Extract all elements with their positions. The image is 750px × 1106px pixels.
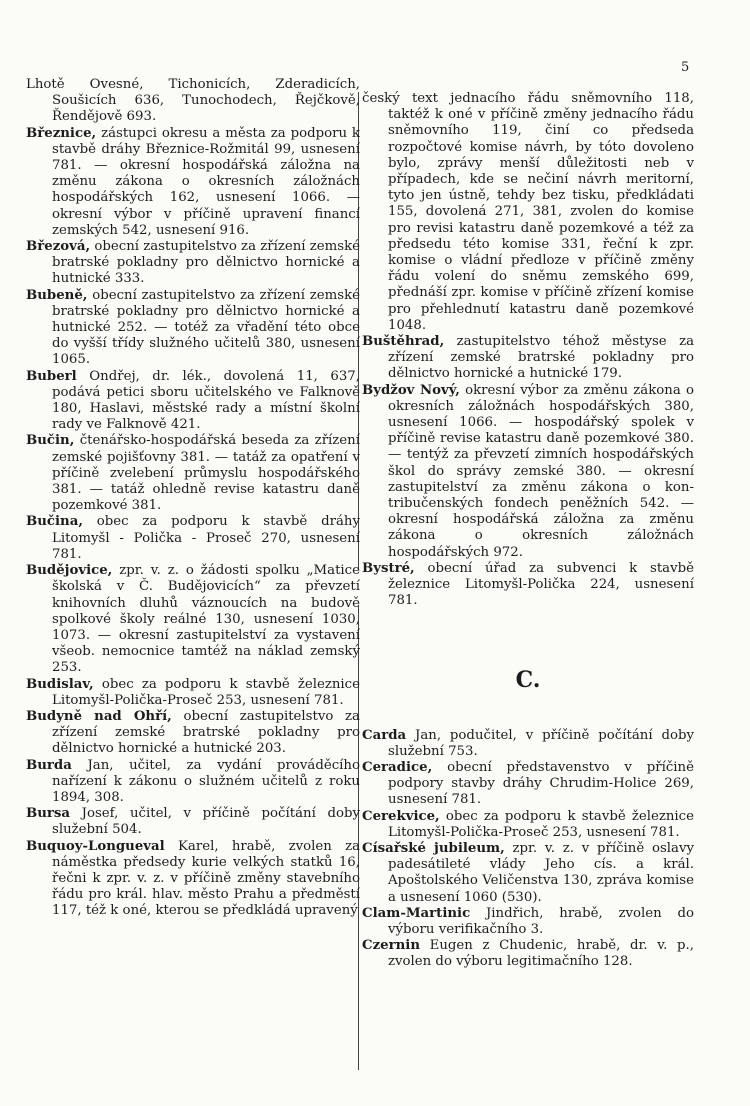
entry-text: Jan, podučitel, v příčině počítání doby služební 753. <box>388 727 694 759</box>
entry-headword: Burda <box>26 757 72 773</box>
entry-headword: Buberl <box>26 368 77 384</box>
entry-headword: Clam-Martinic <box>362 905 471 921</box>
left-column <box>26 77 360 920</box>
right-column-c-entries <box>362 728 694 971</box>
entry-headword: Březnice, <box>26 125 97 141</box>
entry-text: obec za podporu k stavbě železnice Litomyšl-Polička-Proseč 253, usnesení 781. <box>388 808 694 840</box>
index-entry <box>362 561 694 610</box>
entry-headword: Březová, <box>26 239 91 255</box>
index-entry <box>362 809 694 841</box>
index-entry <box>26 288 360 369</box>
entry-headword: Budislav, <box>26 676 94 692</box>
entry-headword: Bystré, <box>362 560 415 576</box>
index-entry <box>362 906 694 938</box>
entry-text: obec za podporu k stavbě dráhy Litomyšl - Polička - Proseč 270, usnesení 781. <box>52 514 360 562</box>
index-entry <box>26 758 360 807</box>
entry-headword: Císařské jubileum, <box>362 840 505 856</box>
index-entry <box>362 938 694 970</box>
entry-headword: Ceradice, <box>362 759 433 775</box>
entry-text: Eugen z Chudenic, hrabě, dr. v. p., zvolen do výboru legitimačního 128. <box>388 938 695 970</box>
entry-text: obecní zastupitelstvo za zřízení zemské bratrské pokladny pro dělnictvo hornické a hutnické 252. — totéž za vřadění této obce do vyšší třídy služného učitelů 380, usnesení 1065. <box>52 287 360 368</box>
entry-headword: Bučin, <box>26 433 75 449</box>
entry-text: Karel, hrabě, zvolen za náměstka předsedy kurie velkých statků 16, řečni k zpr. v. z. v příčině změny stavebního řádu pro král. hlav. město Prahu a předměstí 117, též k oné, kterou se předkládá upravený <box>52 838 361 919</box>
right-column <box>362 91 694 971</box>
entry-headword: Czernin <box>362 938 420 954</box>
entry-text: zpr. v. z. o žádosti spolku „Matice školská v Č. Budějovicích“ za převzetí knihovních dluhů váznoucích na budově spolkové školy reálné 130, usnesení 1030, 1073. — okresní zastupitelství za vystavení všeob. nemocnice tamtéž na náklad zemský 253. <box>52 563 360 676</box>
entry-text: český text jednacího řádu sněmovního 118, taktéž k oné v příčině změny jednacího řádu sněmovního 119, činí co předseda rozpočtové komise návrh, by tóto dovoleno bylo, zprávy menší důležitosti neb v případech, kde se nečiní návrh meritorní, tyto jen ústně, tehdy bez tisku, předkládati 155, dovolená 271, 381, zvolen do komise pro revisi katastru daně pozemkové a též za předsedu této komise 331, řeční k zpr. komise o vládní předloze v příčině změny řádu volení do sněmu zemského 699, přednáší zpr. komise v příčině zřízení komise pro přehlednutí katastru daně pozemkové 1048. <box>362 91 694 333</box>
entry-text: Lhotě Ovesné, Tichonicích, Zderadicích, Soušicích 636, Tunochodech, Řejčkově, Řendějově 693. <box>26 77 360 125</box>
entry-headword: Budějovice, <box>26 563 113 579</box>
entry-headword: Bursa <box>26 806 71 822</box>
entry-headword: Budyně nad Ohří, <box>26 708 172 724</box>
section-letter-heading: C. <box>515 666 541 693</box>
entry-text: Ondřej, dr. lék., dovolená 11, 637, podává petici sboru učitelského ve Falknově 180, Haslavi, městské rady a místní školní rady ve Falknově 421. <box>52 368 360 433</box>
entry-text: Josef, učitel, v příčině počítání doby služební 504. <box>52 806 360 838</box>
index-entry <box>362 841 694 906</box>
page-number: 5 <box>681 60 690 75</box>
entry-text: Jindřich, hrabě, zvolen do výboru verifikačního 3. <box>388 905 694 937</box>
entry-headword: Cerekvice, <box>362 808 440 824</box>
entry-text: obecní úřad za subvenci k stavbě železnice Litomyšl-Polička 224, usnesení 781. <box>388 560 694 609</box>
entry-text: obecní zastupitelstvo za zřízení zemské bratrské pokladny pro dělnictvo hornické a hutnické 333. <box>52 239 361 287</box>
entry-text: obecní zastupitelstvo za zřízení zemské bratrské pokladny pro dělnictvo hornické a hutnické 203. <box>52 708 360 757</box>
index-entry <box>26 433 360 514</box>
index-entry <box>26 563 360 676</box>
entry-text: čtenářsko-hospodářská beseda za zřízení zemské pojišťovny 381. — tatáž za opatření v příčině zvelebení průmyslu hospodářského 381. — tatáž ohledně revise katastru daně pozemkové 381. <box>52 433 360 514</box>
index-entry <box>26 677 360 709</box>
index-entry <box>362 728 694 760</box>
entry-headword: Bučina, <box>26 514 83 530</box>
index-entry <box>26 126 360 239</box>
index-entry <box>362 383 694 561</box>
entry-headword: Buštěhrad, <box>362 334 445 350</box>
entry-headword: Bydžov Nový, <box>362 382 460 398</box>
entry-text: obec za podporu k stavbě železnice Litomyšl-Polička-Proseč 253, usnesení 781. <box>52 676 360 708</box>
index-entry <box>26 514 360 563</box>
entry-text: Jan, učitel, za vydání prováděcího nařízení k zákonu o služném učitelů z roku 1894, 308. <box>52 757 360 805</box>
entry-headword: Carda <box>362 727 407 743</box>
index-entry <box>362 760 694 809</box>
index-entry <box>26 239 360 288</box>
entry-headword: Buquoy-Longueval <box>26 838 165 854</box>
index-entry <box>26 709 360 758</box>
right-column-b-entries <box>362 91 694 610</box>
entry-text: zpr. v. z. v příčině oslavy padesátileté vlády Jeho cís. a král. Apoštolského Veličenstva 130, zpráva komise a usnesení 1060 (530). <box>388 840 695 905</box>
entry-text: okresní výbor za změnu zákona o okresních záložnách hospodářských 380, usnesení 1066. — hospodářský spolek v příčině revise katastru daně pozemkové 380. — tentýž za převzetí zimních hospodářských škol do správy zemské 380. — okresní zastupitelství za změnu zákona o kontribučenských fondech peněžních 542. — okresní hospodářská záložna za změnu zákona o okresních záložnách hospodářských 972. <box>388 382 694 560</box>
index-entry <box>26 369 360 434</box>
index-entry <box>26 77 360 126</box>
entry-text: zástupci okresu a města za podporu k stavbě dráhy Březnice-Rožmitál 99, usnesení 781. — okresní hospodářská záložna na změnu zákona o okresních záložnách hospodářských 162, usnesení 1066. — okresní výbor v příčině upravení financí zemských 542, usnesení 916. <box>52 125 360 238</box>
index-entry <box>26 806 360 838</box>
entry-text: obecní představenstvo v příčině podpory stavby dráhy Chrudim-Holice 269, usnesení 781. <box>388 759 694 808</box>
index-entry <box>362 91 694 334</box>
entry-headword: Bubeně, <box>26 287 88 303</box>
index-entry <box>362 334 694 383</box>
index-entry <box>26 839 360 920</box>
entry-text: zastupitelstvo téhož městyse za zřízení zemské bratrské pokladny pro dělnictvo hornické a hutnické 179. <box>388 334 695 382</box>
